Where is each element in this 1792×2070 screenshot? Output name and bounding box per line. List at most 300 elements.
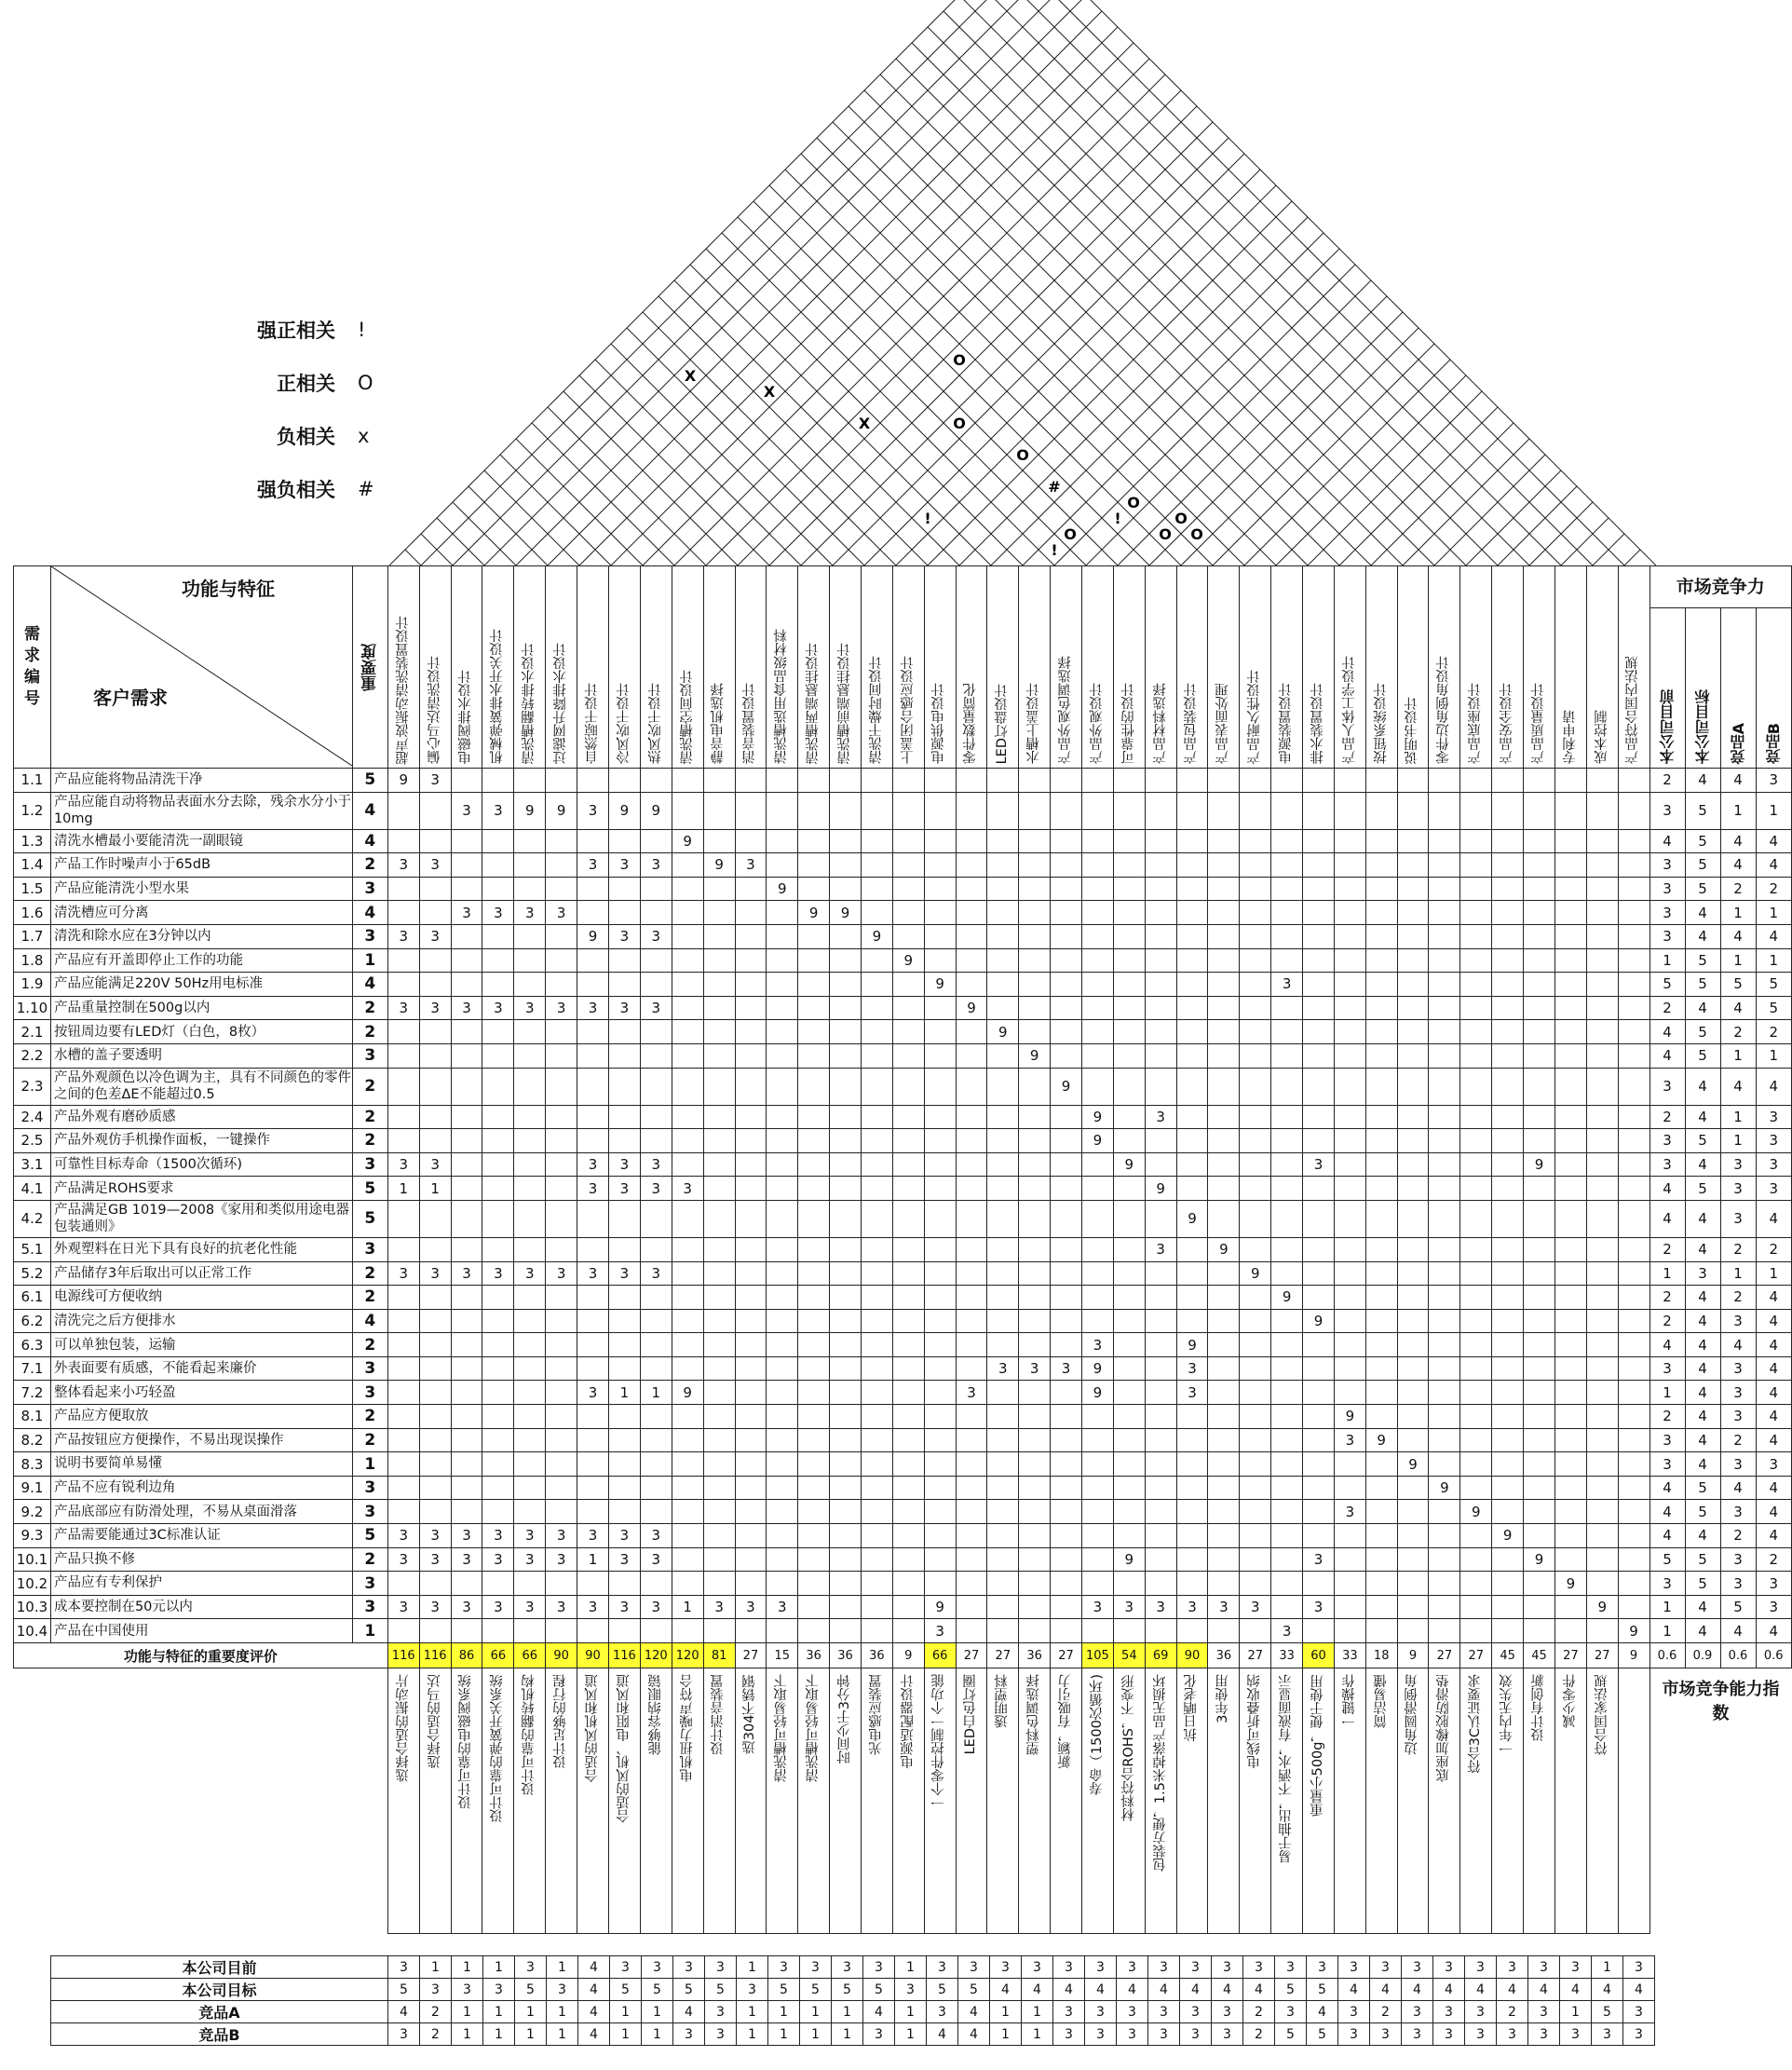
benchmark-value: 4: [388, 2001, 420, 2023]
target-value: 合适的风机和风道: [584, 1674, 600, 1782]
relation-cell: [1397, 853, 1429, 878]
relation-cell: [1303, 973, 1335, 997]
relation-cell: [672, 1524, 703, 1548]
relation-cell: [892, 1405, 924, 1429]
requirement-importance: 3: [352, 1152, 387, 1177]
relation-cell: [956, 924, 987, 948]
relation-cell: [1271, 901, 1303, 925]
relation-cell: [924, 1452, 956, 1477]
market-score: 4: [1685, 996, 1720, 1020]
relation-cell: [1113, 1452, 1145, 1477]
relation-cell: [735, 769, 767, 793]
relation-cell: [1145, 1405, 1176, 1429]
relation-cell: [672, 1309, 703, 1333]
relation-cell: [987, 1200, 1019, 1237]
relation-cell: [608, 901, 640, 925]
relation-cell: [1554, 1177, 1586, 1201]
relation-cell: [735, 829, 767, 853]
benchmark-value: 4: [958, 2001, 990, 2023]
feature-label: 机械弹簧排水开关设计: [490, 629, 506, 764]
feature-label: 产品质量设计: [1530, 683, 1546, 764]
relation-cell: [1586, 1309, 1618, 1333]
relation-cell: [830, 1105, 862, 1129]
benchmark-value: 4: [1307, 2001, 1338, 2023]
relation-cell: [1618, 1177, 1649, 1201]
market-score: 4: [1685, 1200, 1720, 1237]
relation-cell: [419, 1381, 451, 1405]
target-value-cell: [1176, 1668, 1208, 1934]
relation-cell: [1019, 1129, 1051, 1153]
feature-label: 零件数量简化: [963, 683, 979, 764]
relation-cell: [577, 1237, 609, 1261]
market-score: 3: [1720, 1572, 1756, 1596]
relation-cell: [1397, 1177, 1429, 1201]
relation-cell: 3: [419, 853, 451, 878]
relation-cell: [482, 948, 514, 973]
relation-cell: [1240, 1043, 1271, 1068]
relation-cell: [1113, 1200, 1145, 1237]
relation-cell: [1271, 1524, 1303, 1548]
relation-cell: [672, 1068, 703, 1105]
benchmark-value: 3: [705, 1956, 737, 1979]
requirement-id: 1.5: [14, 877, 51, 901]
relation-cell: [1586, 1619, 1618, 1643]
relation-cell: [577, 829, 609, 853]
benchmark-label: 本公司目前: [51, 1956, 388, 1979]
relation-cell: [1460, 924, 1492, 948]
market-score: 4: [1649, 1524, 1685, 1548]
relation-cell: [1365, 1524, 1397, 1548]
relation-cell: [924, 1476, 956, 1500]
evaluation-value: 90: [577, 1643, 609, 1668]
relation-cell: [1334, 1177, 1365, 1201]
feature-header: [1460, 566, 1492, 769]
relation-cell: 3: [1303, 1152, 1335, 1177]
relation-cell: [1334, 1547, 1365, 1572]
relation-cell: [640, 1043, 672, 1068]
benchmark-value: 1: [515, 2023, 547, 2046]
relation-cell: [861, 1020, 892, 1044]
evaluation-value: 86: [451, 1643, 482, 1668]
relation-cell: [830, 1595, 862, 1619]
relation-cell: [1051, 1547, 1082, 1572]
requirement-id: 5.2: [14, 1261, 51, 1286]
relation-cell: [1492, 1043, 1524, 1068]
relation-cell: [482, 1309, 514, 1333]
relation-cell: [924, 1043, 956, 1068]
evaluation-value: 27: [735, 1643, 767, 1668]
benchmark-value: 3: [1117, 1956, 1148, 1979]
relation-cell: [1524, 829, 1555, 853]
relation-cell: [1334, 853, 1365, 878]
benchmark-value: 1: [800, 2023, 832, 2046]
relation-cell: [1429, 1572, 1460, 1596]
market-score: 4: [1649, 1500, 1685, 1524]
benchmark-value: 3: [1338, 2001, 1370, 2023]
relation-cell: [1303, 1237, 1335, 1261]
relation-cell: [1240, 901, 1271, 925]
relation-cell: [1429, 1524, 1460, 1548]
relation-cell: [1271, 1381, 1303, 1405]
relation-cell: [1334, 1020, 1365, 1044]
relation-cell: [987, 1476, 1019, 1500]
relation-cell: [956, 1261, 987, 1286]
relation-cell: [798, 1177, 830, 1201]
requirement-text: 产品工作时噪声小于65dB: [50, 853, 352, 878]
relation-cell: [419, 1356, 451, 1381]
requirement-text: 产品外观仿手机操作面板，一键操作: [50, 1129, 352, 1153]
relation-cell: [1554, 1405, 1586, 1429]
target-value: 选304不锈钢: [742, 1674, 758, 1754]
relation-cell: [1492, 1356, 1524, 1381]
market-score: 2: [1720, 1524, 1756, 1548]
relation-cell: [1145, 1524, 1176, 1548]
requirement-id: 2.5: [14, 1129, 51, 1153]
relation-cell: [482, 1237, 514, 1261]
relation-cell: [767, 1452, 798, 1477]
relation-cell: [640, 829, 672, 853]
roof-grid-line: [1371, 423, 1514, 565]
requirement-importance: 2: [352, 1068, 387, 1105]
relation-cell: [1460, 1452, 1492, 1477]
benchmark-value: 3: [1085, 2023, 1117, 2046]
relation-cell: [1303, 1043, 1335, 1068]
requirement-id: 7.1: [14, 1356, 51, 1381]
benchmark-value: 5: [1592, 2001, 1623, 2023]
relation-cell: [1208, 1476, 1240, 1500]
relation-cell: [1365, 1547, 1397, 1572]
evaluation-value: 90: [546, 1643, 577, 1668]
relation-cell: [1240, 1452, 1271, 1477]
benchmark-value: 3: [673, 1956, 705, 1979]
relation-cell: [1271, 1177, 1303, 1201]
benchmark-value: 4: [1433, 1979, 1465, 2001]
relation-cell: [1303, 1068, 1335, 1105]
relation-cell: [1429, 1309, 1460, 1333]
evaluation-value: 36: [798, 1643, 830, 1668]
relation-cell: 1: [387, 1177, 419, 1201]
relation-cell: [419, 1105, 451, 1129]
relation-cell: [577, 1452, 609, 1477]
benchmark-value: 3: [388, 1956, 420, 1979]
relation-cell: [1208, 1309, 1240, 1333]
relation-cell: [672, 1286, 703, 1310]
feature-header: [798, 566, 830, 769]
relation-cell: [1303, 1476, 1335, 1500]
relation-cell: [577, 1068, 609, 1105]
relation-cell: [419, 829, 451, 853]
relation-cell: 3: [514, 1595, 546, 1619]
feature-header: [1303, 566, 1335, 769]
target-value: 设计足够的行程: [552, 1674, 568, 1769]
relation-cell: [419, 1405, 451, 1429]
relation-cell: [1019, 1261, 1051, 1286]
relation-cell: [767, 1405, 798, 1429]
relation-cell: [1554, 1547, 1586, 1572]
relation-cell: 9: [1554, 1572, 1586, 1596]
relation-cell: [387, 1476, 419, 1500]
relation-cell: [1586, 1261, 1618, 1286]
relation-cell: [640, 1428, 672, 1452]
benchmark-value: 3: [1560, 2023, 1592, 2046]
requirement-id: 10.3: [14, 1595, 51, 1619]
requirement-id: 10.2: [14, 1572, 51, 1596]
relation-cell: [1365, 924, 1397, 948]
roof-grid-line: [484, 0, 1070, 565]
relation-cell: [1618, 1476, 1649, 1500]
benchmark-row: [51, 1956, 1655, 1979]
relation-cell: [767, 853, 798, 878]
relation-cell: [608, 1500, 640, 1524]
relation-cell: [1113, 1237, 1145, 1261]
benchmark-value: 3: [642, 1956, 673, 1979]
market-score: 3: [1720, 1200, 1756, 1237]
relation-cell: [1081, 1068, 1113, 1105]
market-score: 3: [1649, 1356, 1685, 1381]
relation-cell: 3: [482, 1547, 514, 1572]
relation-cell: [1176, 1261, 1208, 1286]
relation-cell: [1271, 1043, 1303, 1068]
relation-cell: [1429, 948, 1460, 973]
relation-cell: [1081, 948, 1113, 973]
relation-cell: [892, 1105, 924, 1129]
importance-header: [352, 566, 387, 769]
relation-cell: [1365, 1452, 1397, 1477]
relation-cell: [1460, 1309, 1492, 1333]
relation-cell: [735, 948, 767, 973]
relation-cell: [1524, 1129, 1555, 1153]
relation-cell: [924, 1152, 956, 1177]
relation-cell: [1019, 1177, 1051, 1201]
relation-cell: [987, 1333, 1019, 1357]
relation-cell: [1554, 924, 1586, 948]
relation-cell: 3: [1303, 1547, 1335, 1572]
benchmark-value: 3: [1053, 2023, 1085, 2046]
relation-cell: [1460, 1286, 1492, 1310]
relation-cell: [1303, 853, 1335, 878]
market-score: 4: [1756, 1200, 1792, 1237]
relation-cell: 3: [577, 1595, 609, 1619]
relation-cell: 3: [577, 1524, 609, 1548]
relation-cell: [514, 924, 546, 948]
roof-grid-line: [959, 0, 1529, 565]
relation-cell: [1240, 924, 1271, 948]
requirement-row: [14, 1237, 1792, 1261]
relation-cell: [798, 1105, 830, 1129]
relation-cell: [387, 1500, 419, 1524]
relation-cell: [1429, 1452, 1460, 1477]
relation-cell: [640, 1129, 672, 1153]
target-value: 选择合适的马达: [427, 1674, 442, 1769]
relation-cell: [861, 1619, 892, 1643]
relation-cell: [767, 901, 798, 925]
roof-grid-line: [991, 233, 1324, 565]
relation-cell: [767, 1333, 798, 1357]
relation-cell: [735, 901, 767, 925]
relation-cell: [1240, 1237, 1271, 1261]
relation-cell: [956, 1105, 987, 1129]
requirement-importance: 2: [352, 996, 387, 1020]
relation-cell: 1: [672, 1595, 703, 1619]
target-value-cell: [892, 1668, 924, 1934]
relation-cell: [1019, 1572, 1051, 1596]
relation-cell: [1051, 1200, 1082, 1237]
relation-cell: [1397, 877, 1429, 901]
relation-cell: [1019, 996, 1051, 1020]
relation-cell: 1: [577, 1547, 609, 1572]
benchmark-value: 4: [1117, 1979, 1148, 2001]
market-score: 4: [1756, 924, 1792, 948]
relation-cell: [861, 1200, 892, 1237]
relation-cell: [1334, 1068, 1365, 1105]
relation-cell: [861, 1177, 892, 1201]
benchmark-value: 5: [705, 1979, 737, 2001]
relation-cell: [1051, 1452, 1082, 1477]
evaluation-value: 120: [672, 1643, 703, 1668]
feature-label: 清洗槽翻转排水设计: [522, 642, 537, 764]
relation-cell: [1365, 1595, 1397, 1619]
relation-cell: [1240, 1286, 1271, 1310]
benchmark-value: 5: [958, 1979, 990, 2001]
relation-cell: [1554, 1452, 1586, 1477]
benchmark-value: 3: [1085, 2001, 1117, 2023]
requirement-id: 9.1: [14, 1476, 51, 1500]
relation-cell: [1019, 1105, 1051, 1129]
relation-cell: [1492, 1200, 1524, 1237]
relation-cell: [1051, 996, 1082, 1020]
relation-cell: [1240, 1152, 1271, 1177]
relation-cell: [482, 1452, 514, 1477]
relation-cell: [1460, 1177, 1492, 1201]
relation-cell: 3: [451, 1261, 482, 1286]
relation-cell: [1113, 1500, 1145, 1524]
benchmark-value: 3: [800, 1956, 832, 1979]
requirement-text: 产品重量控制在500g以内: [50, 996, 352, 1020]
relation-cell: 9: [1586, 1595, 1618, 1619]
relation-cell: [482, 1177, 514, 1201]
roof-grid-line: [405, 550, 421, 565]
relation-cell: [1586, 1177, 1618, 1201]
target-value: 符合国家法规: [1594, 1674, 1609, 1755]
relation-cell: [735, 973, 767, 997]
benchmark-value: 3: [1180, 2001, 1212, 2023]
relation-cell: [956, 1428, 987, 1452]
relation-cell: 3: [608, 1595, 640, 1619]
relation-cell: [767, 1237, 798, 1261]
relation-cell: [1397, 1572, 1429, 1596]
legend-item: [233, 356, 382, 409]
benchmark-value: 1: [895, 1956, 927, 1979]
relation-cell: [1618, 1595, 1649, 1619]
relation-cell: 3: [608, 1547, 640, 1572]
benchmark-value: 3: [1402, 2023, 1433, 2046]
relation-cell: [735, 1129, 767, 1153]
relation-cell: [1429, 924, 1460, 948]
target-value: 电线可折叠收纳: [1247, 1674, 1263, 1769]
relation-cell: [1208, 853, 1240, 878]
relation-cell: 3: [546, 1595, 577, 1619]
relation-cell: 3: [640, 853, 672, 878]
evaluation-value: 33: [1334, 1643, 1365, 1668]
relation-cell: [514, 1309, 546, 1333]
relation-cell: [703, 1524, 735, 1548]
benchmark-value: 3: [705, 2001, 737, 2023]
feature-label: 电源供电设计: [931, 683, 947, 764]
requirement-text: 产品满足ROHS要求: [50, 1177, 352, 1201]
feature-header: [1051, 566, 1082, 769]
relation-cell: [1081, 1286, 1113, 1310]
market-title: 市场竞争力: [1650, 566, 1792, 608]
relation-cell: [1240, 1619, 1271, 1643]
relation-cell: [924, 996, 956, 1020]
relation-cell: [1492, 1333, 1524, 1357]
market-score: 4: [1685, 1619, 1720, 1643]
relation-cell: 3: [956, 1381, 987, 1405]
relation-cell: [1113, 1356, 1145, 1381]
relation-cell: [387, 1356, 419, 1381]
benchmark-value: 3: [768, 1956, 800, 1979]
relation-cell: [546, 973, 577, 997]
relation-cell: [419, 948, 451, 973]
benchmark-value: 4: [1465, 1979, 1497, 2001]
requirement-text: 产品按钮应方便操作，不易出现误操作: [50, 1428, 352, 1452]
relation-cell: [1113, 829, 1145, 853]
relation-cell: [1460, 792, 1492, 829]
benchmark-value: 5: [1275, 2023, 1307, 2046]
requirement-importance: 5: [352, 1524, 387, 1548]
relation-cell: [1303, 996, 1335, 1020]
relation-cell: [1554, 792, 1586, 829]
feature-label: 产品符合国内法规: [1625, 656, 1641, 764]
relation-cell: [1051, 948, 1082, 973]
relation-cell: [924, 1547, 956, 1572]
relation-cell: [1145, 1200, 1176, 1237]
relation-cell: [672, 769, 703, 793]
relation-cell: [1365, 1619, 1397, 1643]
relation-cell: [1051, 1333, 1082, 1357]
relation-cell: [1176, 1619, 1208, 1643]
relation-cell: [1429, 853, 1460, 878]
legend-symbol: !: [358, 318, 366, 341]
relation-cell: [1019, 853, 1051, 878]
relation-cell: [703, 1020, 735, 1044]
relation-cell: 3: [608, 1261, 640, 1286]
relation-cell: [1081, 1428, 1113, 1452]
relation-cell: [1397, 1043, 1429, 1068]
market-score: 4: [1685, 1405, 1720, 1429]
requirement-row: [14, 829, 1792, 853]
market-index-value: 0.6: [1720, 1643, 1756, 1668]
relation-cell: [1271, 948, 1303, 973]
relation-cell: [735, 1452, 767, 1477]
relation-cell: [703, 1237, 735, 1261]
relation-cell: [482, 1405, 514, 1429]
relation-cell: [1460, 1619, 1492, 1643]
roof-correlation-mark: X: [763, 383, 776, 401]
relation-cell: [798, 1356, 830, 1381]
relation-cell: 3: [419, 924, 451, 948]
relation-cell: 3: [767, 1595, 798, 1619]
benchmark-value: 3: [547, 1979, 578, 2001]
roof-grid-line: [516, 0, 1086, 565]
relation-cell: [735, 1261, 767, 1286]
roof-grid-line: [658, 296, 931, 565]
relation-cell: [924, 1500, 956, 1524]
roof-grid-line: [532, 423, 674, 565]
roof-grid-line: [627, 328, 864, 565]
target-value: 一个零件控制一个功能: [931, 1674, 947, 1809]
benchmark-value: 3: [1212, 1956, 1243, 1979]
